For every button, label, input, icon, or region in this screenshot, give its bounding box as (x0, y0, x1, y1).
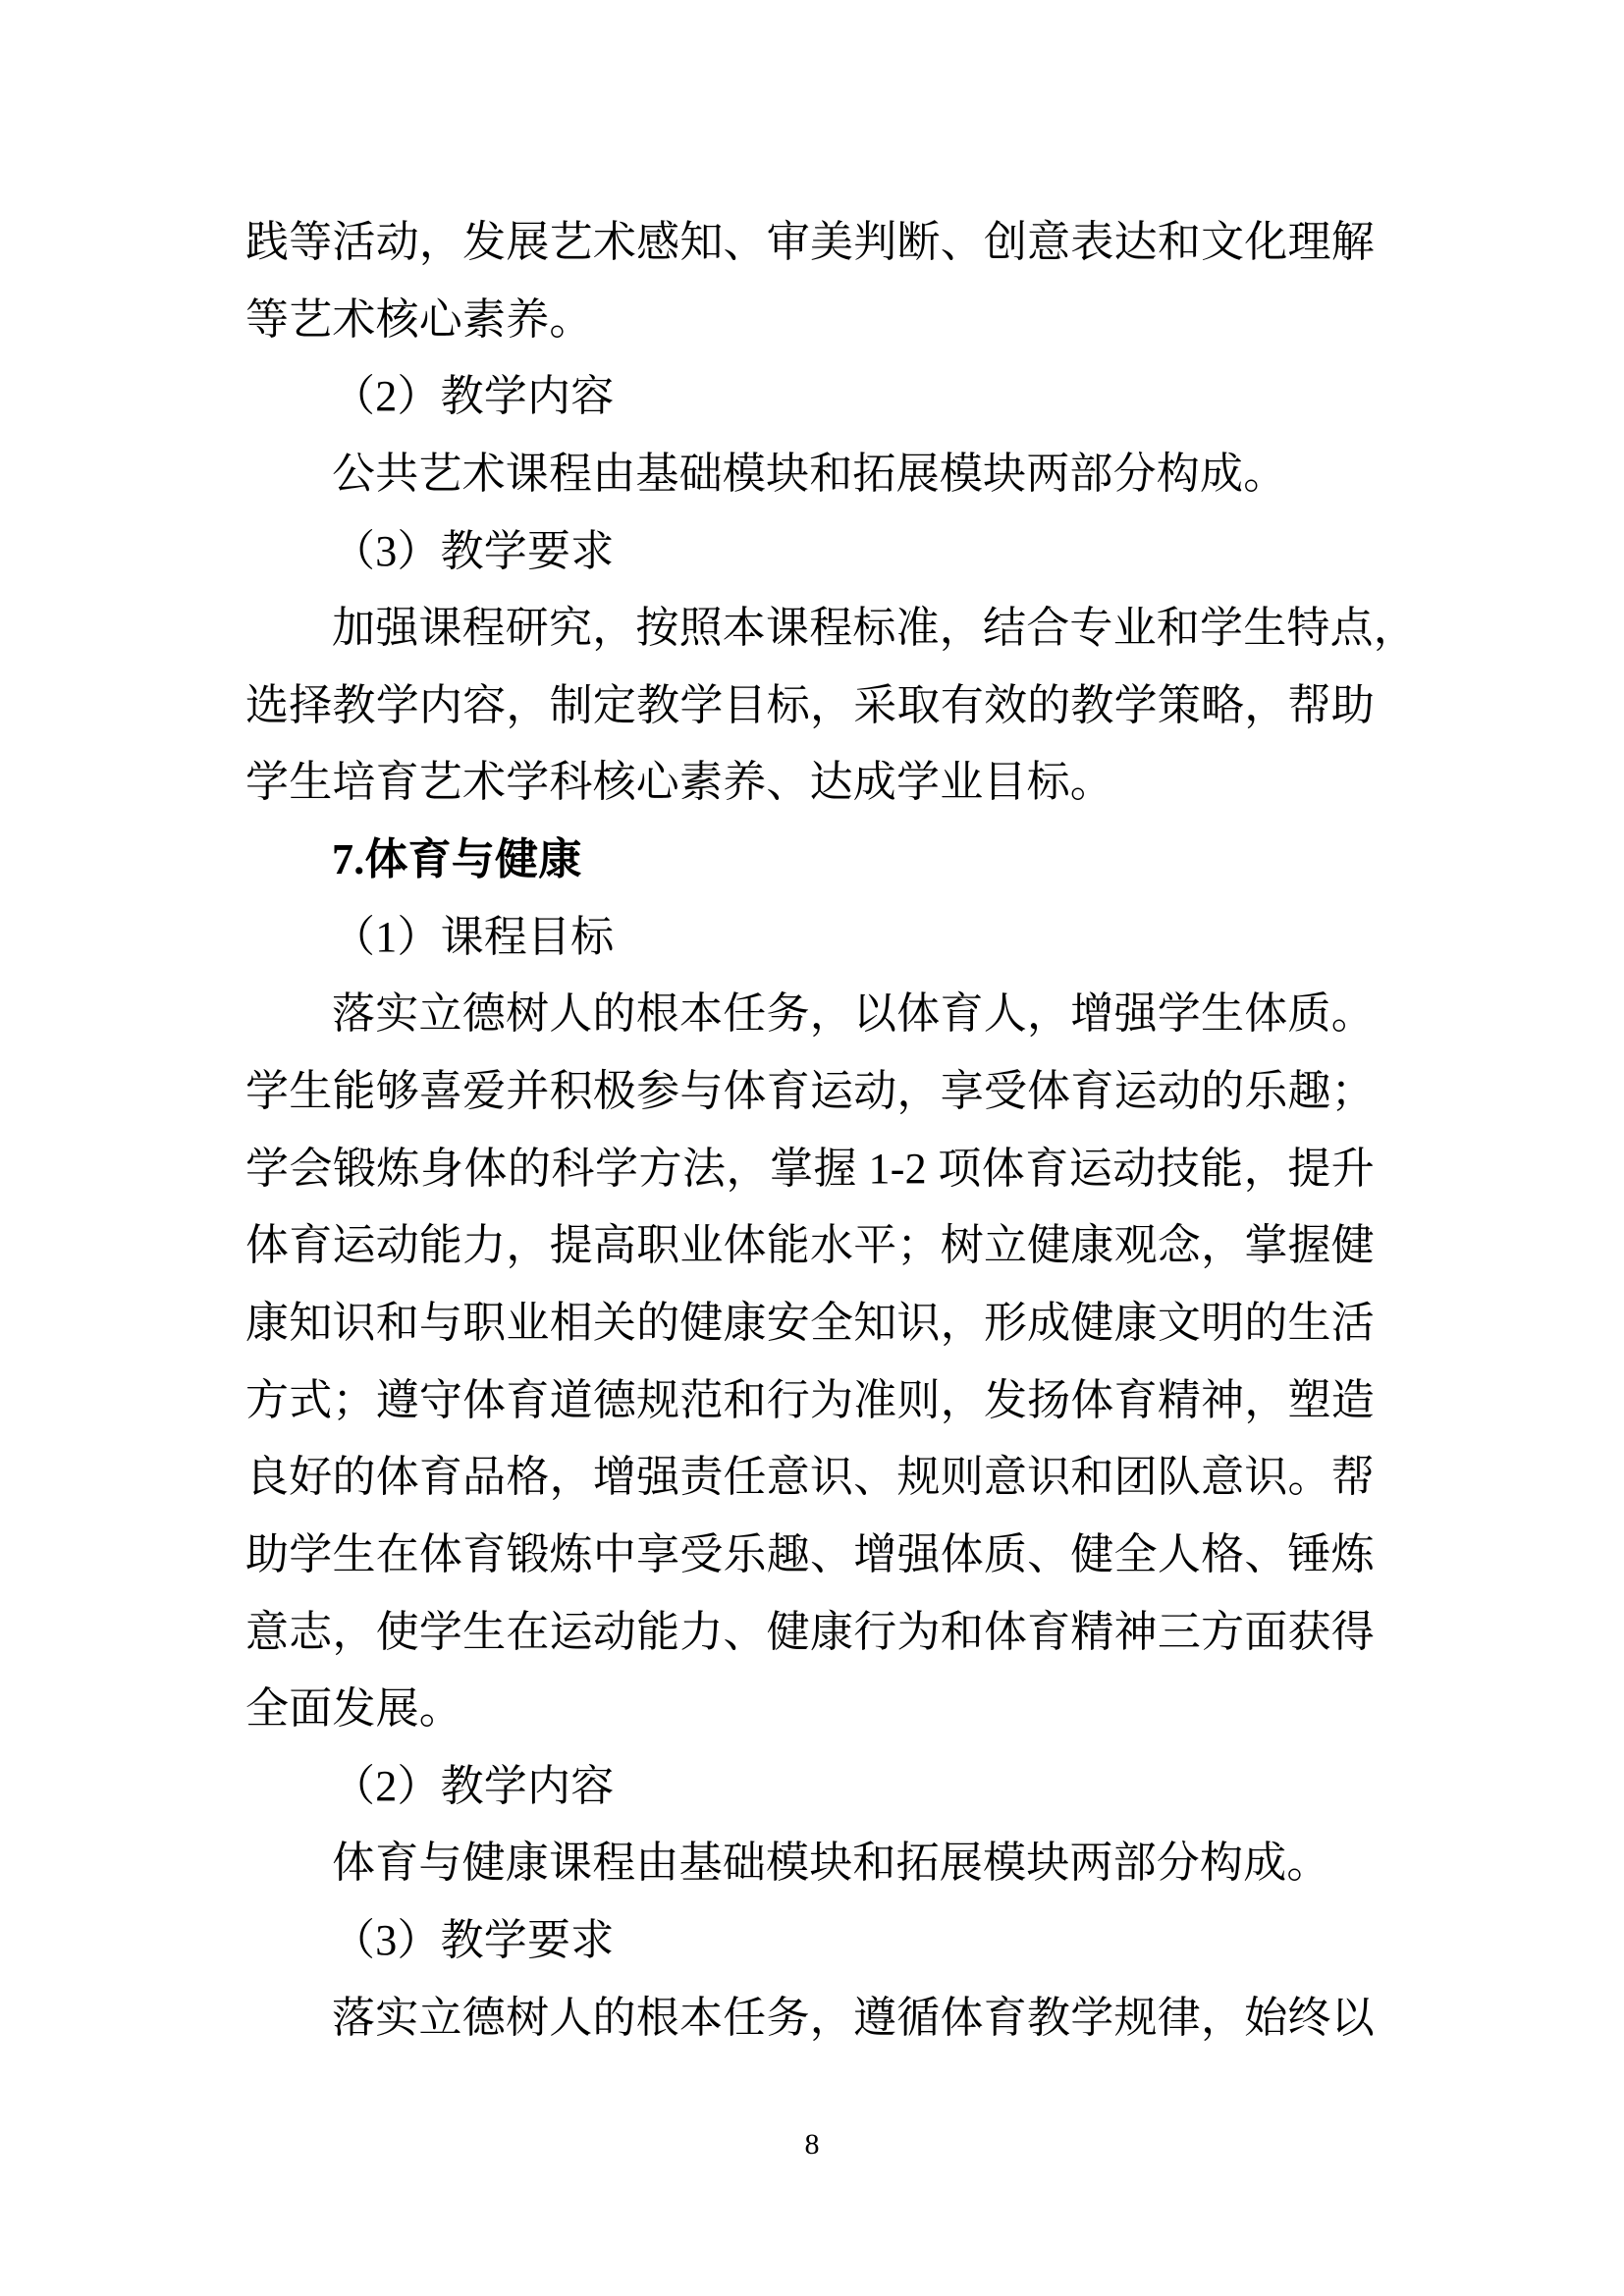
text-line: 良好的体育品格，增强责任意识、规则意识和团队意识。帮 (245, 1453, 1375, 1502)
section-heading: 7.体育与健康 (332, 835, 582, 884)
page-number: 8 (804, 2128, 820, 2161)
text-line: 加强课程研究，按照本课程标准，结合专业和学生特点， (332, 604, 1417, 653)
text-line: 学生能够喜爱并积极参与体育运动，享受体育运动的乐趣； (245, 1067, 1375, 1116)
text-line: 学生培育艺术学科核心素养、达成学业目标。 (245, 758, 1113, 807)
text-line: （3）教学要求 (332, 1916, 615, 1965)
text-line: 公共艺术课程由基础模块和拓展模块两部分构成。 (332, 449, 1287, 498)
text-line: 意志，使学生在运动能力、健康行为和体育精神三方面获得 (245, 1607, 1375, 1656)
text-line: 康知识和与职业相关的健康安全知识，形成健康文明的生活 (245, 1298, 1375, 1347)
text-line: 落实立德树人的根本任务，遵循体育教学规律，始终以 (332, 1993, 1375, 2042)
text-line: （2）教学内容 (332, 1761, 615, 1810)
text-line: 全面发展。 (245, 1684, 462, 1734)
text-line: （3）教学要求 (332, 526, 615, 575)
text-line: 体育运动能力，提高职业体能水平；树立健康观念，掌握健 (245, 1221, 1375, 1270)
body-text (245, 204, 1417, 2056)
text-line: 选择教学内容，制定教学目标，采取有效的教学策略，帮助 (245, 680, 1375, 729)
text-line: （2）教学内容 (332, 372, 615, 421)
text-line: 践等活动，发展艺术感知、审美判断、创意表达和文化理解 (245, 218, 1375, 266)
text-line: 等艺术核心素养。 (245, 294, 593, 344)
text-line: 助学生在体育锻炼中享受乐趣、增强体质、健全人格、锤炼 (245, 1529, 1375, 1578)
text-line: （1）课程目标 (332, 912, 615, 961)
text-line: 体育与健康课程由基础模块和拓展模块两部分构成。 (332, 1839, 1330, 1888)
text-line: 学会锻炼身体的科学方法，掌握 1-2 项体育运动技能，提升 (245, 1144, 1375, 1193)
text-line: 方式；遵守体育道德规范和行为准则，发扬体育精神，塑造 (245, 1375, 1375, 1424)
text-line: 落实立德树人的根本任务，以体育人，增强学生体质。 (332, 989, 1375, 1039)
